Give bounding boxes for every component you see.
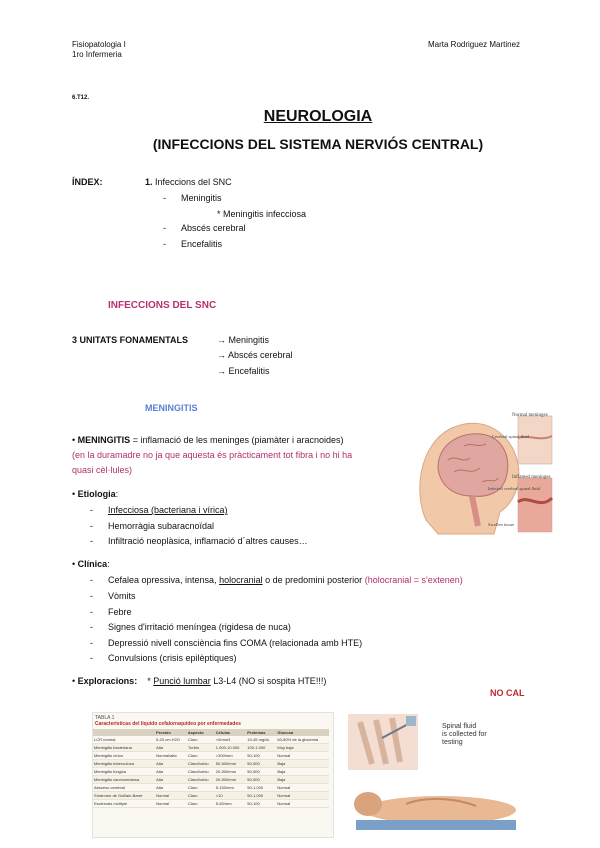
index-item-text: Infeccions del SNC	[155, 177, 232, 187]
table-cell: Meningitis bacteriana	[93, 744, 155, 752]
table-header-cell: Aspecto	[187, 729, 215, 736]
table-cell: Claro	[187, 784, 215, 792]
exploracions-line: • Exploracions: * Punció lumbar L3-L4 (NO si sospita HTE!!!)	[72, 676, 327, 686]
index-sub-meningitis: - Meningitis	[163, 193, 222, 203]
table-cell: Normal	[155, 792, 187, 800]
unit-item-1: → Meningitis	[217, 335, 270, 345]
table-header-row	[93, 729, 329, 736]
table-cell: Claro	[187, 752, 215, 760]
section-heading-infeccions: INFECCIONS DEL SNC	[108, 300, 217, 311]
table-cell: Meningitis vírica	[93, 752, 155, 760]
clinica-item-4: - Signes d'irritació meníngea (rigidesa de nuca)	[90, 622, 291, 632]
table-cell: Normal	[276, 752, 329, 760]
meningitis-note-line1: (en la duramadre no ja que aquesta és pràcticament tot fibra i no hi ha	[72, 450, 353, 460]
table-cell: Claro	[187, 736, 215, 744]
clinica-item-3: - Febre	[90, 607, 132, 617]
exploracions-label: Exploracions:	[77, 676, 138, 686]
table-cell: Normal	[155, 800, 187, 808]
table-cell: Normal	[276, 800, 329, 808]
patient-body	[364, 796, 516, 824]
lumbar-puncture-figure	[346, 712, 522, 838]
table-cell: Baja	[276, 760, 329, 768]
table-cell: Esclerosis múltiple	[93, 800, 155, 808]
table-row	[93, 784, 329, 792]
label-swollen-tissue: Swollen tissue	[488, 522, 515, 527]
table-cell: 50-1.000	[246, 784, 276, 792]
table-cell: 5-100/mm	[215, 784, 246, 792]
unit-tag: 6.T12.	[72, 95, 90, 101]
etiologia-heading: • Etiologia:	[72, 489, 119, 499]
table-cell: 100-1.000	[246, 744, 276, 752]
index-item-1	[145, 176, 232, 188]
table-row	[93, 792, 329, 800]
holocranial-note: (holocranial = s'extenen)	[364, 575, 463, 585]
table-row	[93, 768, 329, 776]
table-cell: <10	[215, 792, 246, 800]
clinica-item-2: - Vòmits	[90, 591, 136, 601]
table-cell: Baja	[276, 768, 329, 776]
table-header-cell: Proteínas	[246, 729, 276, 736]
table-caption: TABLA 1	[95, 715, 115, 721]
bed-sheet	[356, 820, 516, 830]
table-cell: Absceso cerebral	[93, 784, 155, 792]
csf-table	[93, 729, 329, 808]
no-cal-label: NO CAL	[490, 688, 525, 698]
etiologia-label: Etiologia	[77, 489, 116, 499]
definition-text: = inflamació de les meninges (piamàter i aracnoides)	[132, 435, 344, 445]
table-cell: 50-500/mm	[215, 760, 246, 768]
table-header-cell: Células	[215, 729, 246, 736]
table-row	[93, 744, 329, 752]
clinica-item-5: - Depressió nivell consciència fins COMA (relacionada amb HTE)	[90, 638, 363, 648]
clinica-item-6: - Convulsions (crisis epilèptiques)	[90, 653, 237, 663]
label-csf: Cerebral spinal fluid	[492, 434, 529, 439]
course-year: 1ro Infermeria	[72, 50, 122, 59]
header-author: Marta Rodriguez Martinez	[428, 40, 521, 49]
table-row	[93, 760, 329, 768]
patient-head	[354, 792, 382, 816]
course-name: Fisiopatologia I	[72, 40, 126, 49]
inset-normal-meninges	[518, 416, 552, 464]
table-cell: Claro	[187, 800, 215, 808]
label-normal-meninges: Normal meninges	[512, 413, 548, 418]
table-cell: Claro/turbio	[187, 768, 215, 776]
unit-item-3: → Encefalitis	[217, 366, 270, 376]
table-cell: Síndrome de Guillain-Barré	[93, 792, 155, 800]
table-cell: Claro/turbio	[187, 776, 215, 784]
table-cell: Alta	[155, 744, 187, 752]
clinica-item-1: - Cefalea opressiva, intensa, holocranial o de predomini posterior (holocranial = s'extenen)	[90, 575, 463, 585]
table-cell: LCR normal	[93, 736, 155, 744]
table-cell: 60-80% de la glucemia	[276, 736, 329, 744]
table-cell: 1.000-10.000	[215, 744, 246, 752]
table-header-cell	[93, 729, 155, 736]
etiologia-item-1: - Infecciosa (bacteriana i vírica)	[90, 505, 228, 515]
table-cell: <5/mm3	[215, 736, 246, 744]
table-cell: 20-500/mm	[215, 768, 246, 776]
table-cell: <300/mm	[215, 752, 246, 760]
index-sub-absces: - Abscés cerebral	[163, 223, 246, 233]
csf-table-figure	[92, 712, 334, 838]
table-cell: Alta	[155, 784, 187, 792]
table-title: Características del líquido cefalorraquídeo por enfermedades	[95, 721, 241, 727]
page-subtitle: (INFECCIONS DEL SISTEMA NERVIÓS CENTRAL)	[152, 136, 484, 152]
index-sub-encefalitis: - Encefalitis	[163, 239, 223, 249]
table-cell: 50-100	[246, 752, 276, 760]
table-cell: Baja	[276, 776, 329, 784]
label-infected-csf: Infected cerebral spinal fluid	[488, 486, 540, 491]
term-meningitis: MENINGITIS	[77, 435, 131, 445]
table-cell: Normal	[276, 792, 329, 800]
table-cell: 50-100	[246, 800, 276, 808]
clinica-label: Clínica	[77, 559, 108, 569]
table-cell: Alta	[155, 760, 187, 768]
table-cell: 5-20 cm H2O	[155, 736, 187, 744]
table-header-cell: Glucosa	[276, 729, 329, 736]
table-row	[93, 752, 329, 760]
index-label: ÍNDEX:	[72, 177, 103, 187]
table-cell: 20-500/mm	[215, 776, 246, 784]
table-cell: Claro/turbio	[187, 760, 215, 768]
table-cell: Muy baja	[276, 744, 329, 752]
header-left	[72, 40, 126, 60]
table-cell: 5-50/mm	[215, 800, 246, 808]
index-sub-meningitis-infecciosa: * Meningitis infecciosa	[217, 209, 307, 219]
table-cell: Meningitis fúngica	[93, 768, 155, 776]
units-label: 3 UNITATS FONAMENTALS	[72, 335, 188, 345]
page-title: NEUROLOGIA	[263, 108, 373, 125]
spinal-fluid-label: Spinal fluid is collected for testing	[442, 723, 487, 746]
table-cell: 50-500	[246, 776, 276, 784]
etiologia-item-2: - Hemorràgia subaracnoïdal	[90, 521, 215, 531]
table-cell: Turbio	[187, 744, 215, 752]
meningitis-note-line2: quasi cèl·lules)	[72, 465, 133, 475]
index-item-number: 1.	[145, 177, 153, 187]
table-cell: Alta	[155, 776, 187, 784]
table-header-cell: Presión	[155, 729, 187, 736]
table-cell: Alta	[155, 768, 187, 776]
puncio-lumbar: Punció lumbar	[153, 676, 211, 686]
table-cell: Meningitis tuberculosa	[93, 760, 155, 768]
table-cell: Claro	[187, 792, 215, 800]
table-row	[93, 800, 329, 808]
etiologia-item-3: - Infiltració neoplàsica, inflamació d´altres causes…	[90, 536, 308, 546]
meningitis-brain-figure	[408, 408, 556, 540]
table-cell: 50-500	[246, 760, 276, 768]
table-cell: Meningitis carcinomatosa	[93, 776, 155, 784]
table-cell: Normal/alta	[155, 752, 187, 760]
meningitis-definition	[72, 434, 344, 446]
syringe	[406, 716, 416, 726]
table-cell: 50-1.000	[246, 792, 276, 800]
unit-item-2: → Abscés cerebral	[217, 350, 293, 360]
table-row	[93, 776, 329, 784]
table-cell: 15-45 mg/dL	[246, 736, 276, 744]
table-cell: Normal	[276, 784, 329, 792]
clinica-heading: • Clínica:	[72, 559, 110, 569]
term-holocranial: holocranial	[219, 575, 263, 585]
label-inflamed-meninges: Inflamed meninges	[512, 475, 551, 480]
bullet: •	[72, 435, 76, 445]
table-cell: 50-500	[246, 768, 276, 776]
table-row	[93, 736, 329, 744]
section-heading-meningitis: MENINGITIS	[145, 403, 198, 413]
